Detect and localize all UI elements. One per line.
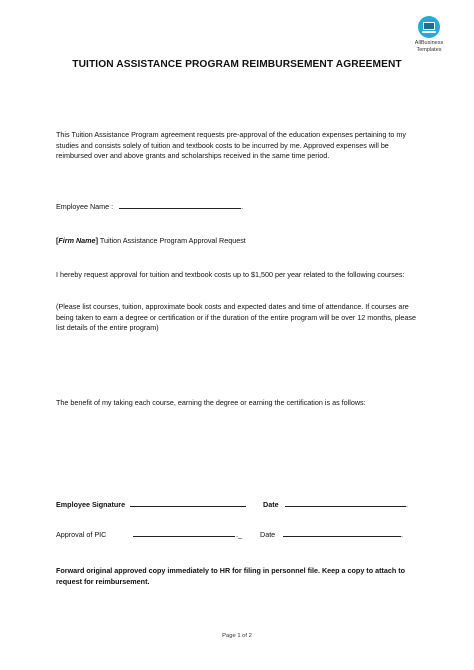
employee-signature-label: Employee Signature <box>56 500 126 509</box>
employee-name-row <box>56 202 418 213</box>
employee-name-trailing: . <box>241 202 244 211</box>
signature-date-field[interactable] <box>285 500 406 507</box>
approval-trailing: ._ <box>236 530 242 539</box>
company-logo <box>404 16 454 53</box>
approval-date-field[interactable] <box>283 530 401 537</box>
approval-label: Approval of PIC <box>56 530 107 539</box>
firm-open-bracket: [ <box>56 236 59 245</box>
forward-note: Forward original approved copy immediately to HR for filing in personnel file. Keep a copy to attach to request for reimbursement. <box>56 566 406 586</box>
approval-date-trailing: . <box>401 530 403 539</box>
employee-signature-row <box>56 500 418 512</box>
logo-line-1: AllBusiness <box>414 40 444 46</box>
approval-field[interactable] <box>133 530 235 537</box>
approval-date-label: Date <box>260 530 276 539</box>
benefit-paragraph: The benefit of my taking each course, earning the degree or earning the certification is as follows: <box>56 398 366 407</box>
logo-line-2: Templates <box>416 46 442 53</box>
signature-row-trailing: . <box>406 500 408 509</box>
firm-request-heading <box>56 236 418 247</box>
employee-name-label: Employee Name : <box>56 202 114 211</box>
intro-paragraph: This Tuition Assistance Program agreement requests pre-approval of the education expenses pertaining to my studies and consists solely of tuition and textbook costs to be incurred by me. Approved expenses will be reimbursed over and above grants and scholarships received in the same time period. <box>56 130 406 160</box>
firm-close-bracket: ] <box>95 236 98 245</box>
signature-date-label: Date <box>263 500 279 509</box>
request-paragraph: I hereby request approval for tuition and textbook costs up to $1,500 per year related to the following courses: <box>56 270 405 279</box>
employee-name-field[interactable] <box>119 202 244 211</box>
approval-row <box>56 530 418 542</box>
laptop-icon <box>418 16 440 38</box>
firm-request-text: Tuition Assistance Program Approval Request <box>97 236 246 245</box>
employee-signature-field[interactable] <box>130 500 246 507</box>
logo-text <box>404 40 454 53</box>
courses-instructions: (Please list courses, tuition, approximate book costs and expected dates and time of attendance. If courses are being taken to earn a degree or certification or if the duration of the entire program will be over 12 months, please list details of the entire program) <box>56 302 416 332</box>
firm-name-placeholder[interactable]: Firm Name <box>58 236 96 245</box>
page-number: Page 1 of 2 <box>222 633 252 639</box>
document-title: TUITION ASSISTANCE PROGRAM REIMBURSEMENT AGREEMENT <box>72 59 402 70</box>
